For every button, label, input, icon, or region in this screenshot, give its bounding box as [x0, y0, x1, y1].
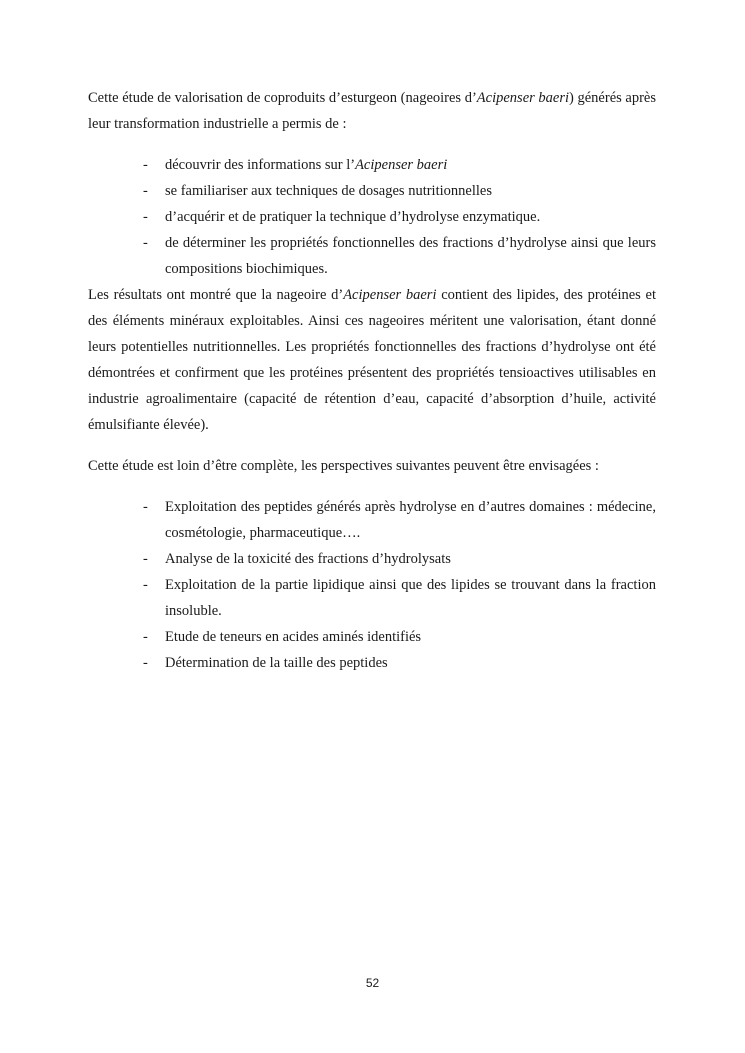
objective-species-name: Acipenser baeri: [355, 157, 448, 173]
intro-species-name: Acipenser baeri: [476, 90, 570, 106]
page-number: 52: [365, 976, 380, 990]
results-text-end: contient des lipides, des protéines et des éléments minéraux exploitables. Ainsi ces nageoires méritent une valorisation, étant donné leurs potentielles nutritionnelles. Les propriétés fonctionnelles des fractions d’hydrolyse ont été démontrées et confirment que les protéines présentent des propriétés tensioactives utilisables en industrie agroalimentaire (capacité de rétention d’eau, capacité d’absorption d’huile, activité émulsifiante élevée).: [88, 287, 656, 433]
perspective-item: [88, 494, 656, 546]
intro-text-start: Cette étude de valorisation de coproduits d’esturgeon (nageoires d’: [88, 90, 477, 106]
objective-text: découvrir des informations sur l’: [165, 157, 356, 173]
perspective-text: Détermination de la taille des peptides: [165, 655, 388, 671]
perspective-item: [88, 624, 656, 650]
perspective-text: Analyse de la toxicité des fractions d’hydrolysats: [165, 551, 451, 567]
perspective-text: Etude de teneurs en acides aminés identifiés: [165, 629, 422, 645]
perspective-item: [88, 546, 656, 572]
bullet-dash: -: [143, 499, 148, 515]
objective-item: [88, 204, 656, 230]
bullet-dash: -: [143, 209, 148, 225]
objective-text: de déterminer les propriétés fonctionnelles des fractions d’hydrolyse ainsi que leurs compositions biochimiques.: [165, 235, 656, 277]
objective-item: [88, 178, 656, 204]
perspective-text: Exploitation de la partie lipidique ainsi que des lipides se trouvant dans la fraction insoluble.: [165, 577, 656, 619]
objectives-list: [88, 152, 656, 282]
perspective-text: Exploitation des peptides générés après hydrolyse en d’autres domaines : médecine, cosmétologie, pharmaceutique….: [165, 499, 656, 541]
bullet-dash: -: [143, 183, 148, 199]
objective-item: [88, 152, 656, 178]
bullet-dash: -: [143, 157, 148, 173]
perspective-item: [88, 572, 656, 624]
bullet-dash: -: [143, 551, 148, 567]
bullet-dash: -: [143, 235, 148, 251]
intro-text-end: ) générés après leur transformation industrielle a permis de :: [88, 90, 657, 132]
objective-item: [88, 230, 656, 282]
perspectives-list: [88, 494, 656, 676]
objective-text: d’acquérir et de pratiquer la technique d’hydrolyse enzymatique.: [165, 209, 541, 225]
page-content: [88, 85, 656, 676]
objective-text: se familiariser aux techniques de dosages nutritionnelles: [165, 183, 492, 199]
perspectives-intro: Cette étude est loin d’être complète, les perspectives suivantes peuvent être envisagées :: [88, 458, 599, 474]
bullet-dash: -: [143, 577, 148, 593]
bullet-dash: -: [143, 629, 148, 645]
perspective-item: [88, 650, 656, 676]
results-paragraph: [88, 282, 656, 438]
intro-paragraph: [88, 85, 656, 137]
results-text-start: Les résultats ont montré que la nageoire d’: [88, 287, 344, 303]
bullet-dash: -: [143, 655, 148, 671]
results-species-name: Acipenser baeri: [343, 287, 437, 303]
